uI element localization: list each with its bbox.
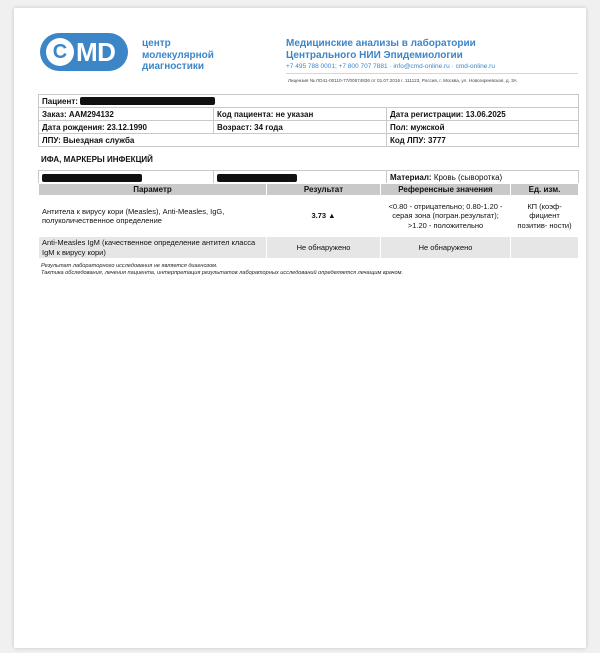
table-row: [39, 237, 579, 259]
registration-date: Дата регистрации: 13.06.2025: [387, 108, 579, 121]
report-page: [14, 8, 586, 648]
redacted-bar: [42, 174, 142, 182]
contacts: +7 495 788 0001; +7 800 707 7881 · info@cmd-online.ru · cmd-online.ru: [286, 63, 495, 70]
result-value: 3.73 ▲: [267, 196, 381, 237]
results-header-row: [39, 184, 579, 196]
reference-range: <0.80 - отрицательно; 0.80-1.20 - серая зона (погран.результат); >1.20 - положительно: [381, 196, 511, 237]
header-parameter: Параметр: [39, 184, 267, 196]
license-text: Лицензия № ЛО41-00110-77/00574836 от 01.07.2016 г. 111123, Россия, г. Москва, ул. Новогиреевская, д. 3А: [288, 78, 517, 83]
lpu-code: Код ЛПУ: 3777: [387, 134, 579, 147]
redacted-bar: [217, 174, 297, 182]
header-unit: Ед. изм.: [511, 184, 579, 196]
param-name: Anti-Measles IgM (качественное определение антител класса IgM к вирусу кори): [39, 237, 267, 259]
header-reference: Референсные значения: [381, 184, 511, 196]
cmd-logo: [40, 33, 128, 71]
lab-title-line-2: Центрального НИИ Эпидемиологии: [286, 49, 463, 61]
header-divider: [286, 73, 578, 74]
org-name: [142, 38, 242, 73]
footnote-1: Результат лабораторного исследования не является диагнозом.: [41, 263, 218, 269]
table-row: [39, 196, 579, 237]
patient-cell: [39, 95, 579, 108]
org-name-line-3: диагностики: [142, 61, 204, 72]
org-name-line-2: молекулярной: [142, 49, 214, 61]
patient-info-table: [38, 94, 579, 147]
material-value: Кровь (сыворотка): [433, 173, 503, 182]
info-row: [39, 121, 579, 134]
order-number: Заказ: AAM294132: [39, 108, 214, 121]
patient-row: [39, 95, 579, 108]
result-value: Не обнаружено: [267, 237, 381, 259]
birth-date: Дата рождения: 23.12.1990: [39, 121, 214, 134]
section-title: ИФА, МАРКЕРЫ ИНФЕКЦИЙ: [41, 155, 153, 164]
info-row: [39, 134, 579, 147]
footnote-2: Тактика обследования, лечения пациента, интерпретация результатов лабораторных исследований определяется лечащим врачом.: [41, 270, 404, 276]
redacted-name-bar: [80, 97, 215, 105]
material-label: Материал:: [390, 173, 432, 182]
results-table: [38, 183, 579, 259]
lab-title-line-1: Медицинские анализы в лаборатории: [286, 38, 476, 49]
reference-range: Не обнаружено: [381, 237, 511, 259]
unit: КП (коэф- фициент позитив- ности): [511, 196, 579, 237]
logo-letters-md: MD: [76, 37, 116, 67]
org-name-line-1: центр: [142, 38, 171, 49]
footnotes: [41, 263, 581, 277]
unit: [511, 237, 579, 259]
info-row: [39, 108, 579, 121]
lpu: ЛПУ: Выездная служба: [39, 134, 387, 147]
param-name: Антитела к вирусу кори (Measles), Anti-Measles, IgG, полуколичественное определение: [39, 196, 267, 237]
sex: Пол: мужской: [387, 121, 579, 134]
patient-label: Пациент:: [42, 96, 78, 106]
age: Возраст: 34 года: [214, 121, 387, 134]
header-result: Результат: [267, 184, 381, 196]
logo-letter-c: C: [46, 38, 74, 66]
patient-code: Код пациента: не указан: [214, 108, 387, 121]
lab-title: [286, 38, 576, 61]
